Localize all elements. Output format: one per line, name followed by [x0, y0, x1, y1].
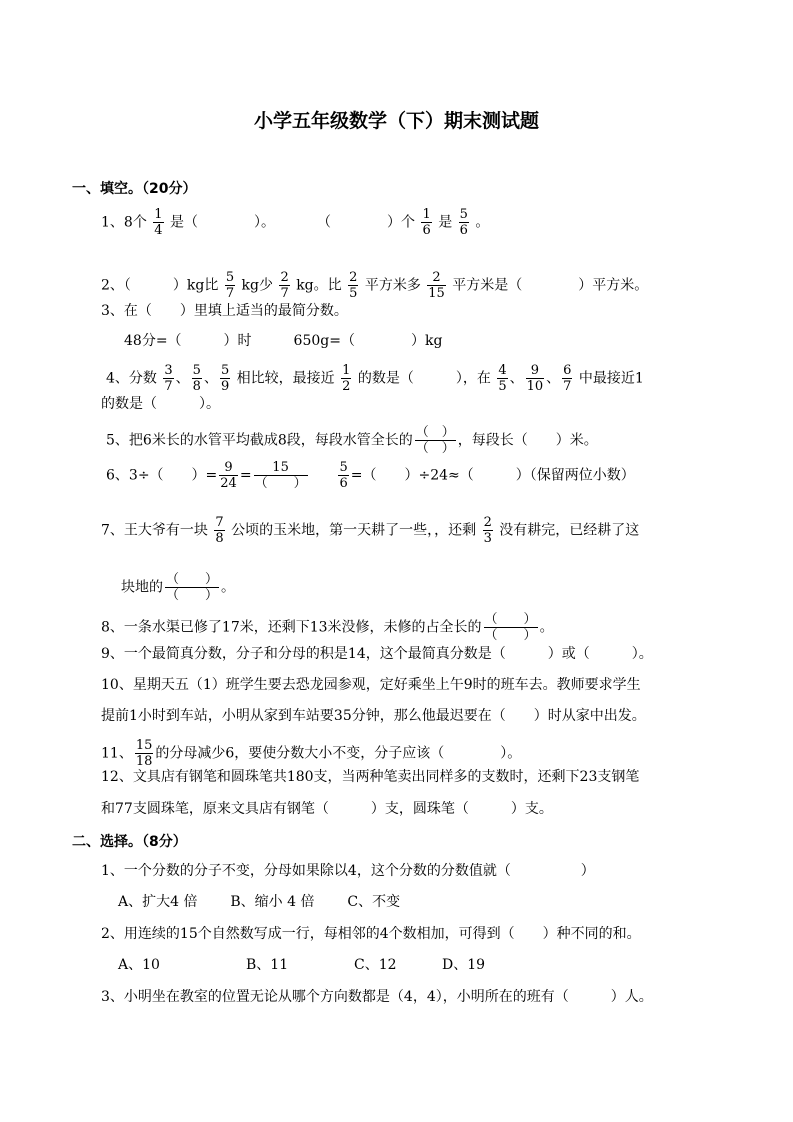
- option-a[interactable]: A、10: [118, 957, 160, 973]
- fraction: $\frac{9}{10}$: [526, 363, 544, 394]
- question-fill-10-cont: 提前1小时到车站，小明从家到车站要35分钟，那么他最迟要在（ ）时从家中出发。: [101, 708, 646, 724]
- question-fill-4: 4、分数 $\frac{3}{7}$ 、 $\frac{5}{8}$ 、 $\frac{5}{9}$ 相比较，最接近 $\frac{1}{2}$ 的数是（ ），在 $\frac{4}{5}$ 、 $\frac{9}{10}$ 、 $\frac{6}{7}$ 中最接近1: [106, 363, 644, 394]
- fraction: $\frac{3}{7}$: [164, 363, 173, 394]
- question-choice-1: 1、一个分数的分子不变，分母如果除以4，这个分数的分数值就（ ）: [101, 863, 595, 879]
- option-b[interactable]: B、缩小 4 倍: [230, 894, 315, 910]
- question-fill-3: 3、在（ ）里填上适当的最简分数。: [101, 303, 348, 319]
- question-fill-12-cont: 和77支圆珠笔，原来文具店有钢笔（ ）支，圆珠笔（ ）支。: [101, 801, 553, 817]
- question-fill-8: 8、一条水渠已修了17米，还剩下13米没修，未修的占全长的 $\frac{( )}{( )}$ 。: [101, 612, 554, 643]
- option-d[interactable]: D、19: [442, 957, 486, 973]
- question-fill-12: 12、文具店有钢笔和圆珠笔共180支，当两种笔卖出同样多的支数时，还剩下23支钢笔: [101, 769, 640, 785]
- question-choice-3: 3、小明坐在教室的位置无论从哪个方向数都是（4，4），小明所在的班有（ ）人。: [101, 989, 653, 1005]
- fraction: $\frac{1}{4}$: [154, 207, 163, 238]
- option-c[interactable]: C、不变: [347, 894, 401, 910]
- fraction: $\frac{1}{6}$: [422, 207, 431, 238]
- question-fill-7: 7、王大爷有一块 $\frac{7}{8}$ 公顷的玉米地，第一天耕了一些，，还剩 $\frac{2}{3}$ 没有耕完，已经耕了这: [101, 515, 640, 546]
- fraction-blank[interactable]: $\frac{( )}{( )}$: [415, 425, 455, 456]
- question-choice-1-options: [118, 893, 400, 911]
- fraction: $\frac{9}{24}$: [220, 460, 237, 491]
- fraction: $\frac{4}{5}$: [498, 363, 507, 394]
- page-title: 小学五年级数学（下）期末测试题: [253, 110, 539, 132]
- question-fill-6: 6、3÷（ ）= $\frac{9}{24}$ = $\frac{15}{( )}$ $\frac{5}{6}$ =（ ）÷24≈（ ）（保留两位小数）: [106, 460, 635, 491]
- question-fill-11: 11、 $\frac{15}{18}$ 的分母减少6，要使分数大小不变，分子应该（ ）。: [101, 738, 522, 769]
- fraction: $\frac{5}{7}$: [225, 270, 235, 301]
- question-fill-10: 10、星期天五（1）班学生要去恐龙园参观，定好乘坐上午9时的班车去。教师要求学生: [101, 677, 641, 693]
- fraction: $\frac{7}{8}$: [215, 515, 224, 546]
- question-fill-9: 9、一个最简真分数，分子和分母的积是14，这个最简真分数是（ ）或（ ）。: [101, 646, 653, 662]
- fraction: $\frac{5}{8}$: [192, 363, 201, 394]
- fraction-blank[interactable]: $\frac{( )}{( )}$: [166, 572, 219, 603]
- fraction-blank[interactable]: $\frac{15}{( )}$: [254, 460, 307, 491]
- fraction: $\frac{2}{3}$: [483, 515, 492, 546]
- question-choice-2: 2、用连续的15个自然数写成一行，每相邻的4个数相加，可得到（ ）种不同的和。: [101, 926, 641, 942]
- question-fill-4-cont: 的数是（ ）。: [101, 396, 220, 412]
- fraction: $\frac{5}{6}$: [339, 460, 348, 491]
- fraction: $\frac{2}{7}$: [280, 270, 289, 301]
- section-fill-blank-heading: 一、填空。（20分）: [72, 181, 197, 197]
- option-c[interactable]: C、12: [354, 957, 397, 973]
- option-b[interactable]: B、11: [246, 957, 289, 973]
- question-choice-2-options: [118, 956, 485, 974]
- question-fill-5: 5、把6米长的水管平均截成8段，每段水管全长的 $\frac{( )}{( )}$ ，每段长（ ）米。: [106, 425, 598, 456]
- fraction-blank[interactable]: $\frac{( )}{( )}$: [484, 612, 537, 643]
- fraction: $\frac{1}{2}$: [342, 363, 351, 394]
- question-fill-1: 1、8个 $\frac{1}{4}$ 是（ ）。 （ ）个 $\frac{1}{6}$ 是 $\frac{5}{6}$ 。: [101, 207, 490, 238]
- question-fill-7-cont: 块地的 $\frac{( )}{( )}$ 。: [121, 572, 236, 603]
- fraction: $\frac{6}{7}$: [563, 363, 572, 394]
- fraction: $\frac{5}{9}$: [220, 363, 230, 394]
- question-fill-2: 2、（ ）kg比 $\frac{5}{7}$ kg少 $\frac{2}{7}$ kg。比 $\frac{2}{5}$ 平方米多 $\frac{2}{15}$ 平方米是（ ）平方米。: [101, 270, 649, 301]
- question-fill-3-items: 48分=（ ）时 650g=（ ）kg: [124, 333, 443, 349]
- section-choice-heading: 二、选择。（8分）: [72, 834, 187, 850]
- fraction: $\frac{5}{6}$: [459, 207, 468, 238]
- fraction: $\frac{2}{5}$: [349, 270, 358, 301]
- option-a[interactable]: A、扩大4 倍: [118, 894, 198, 910]
- fraction: $\frac{2}{15}$: [428, 270, 445, 301]
- fraction: $\frac{15}{18}$: [135, 738, 153, 769]
